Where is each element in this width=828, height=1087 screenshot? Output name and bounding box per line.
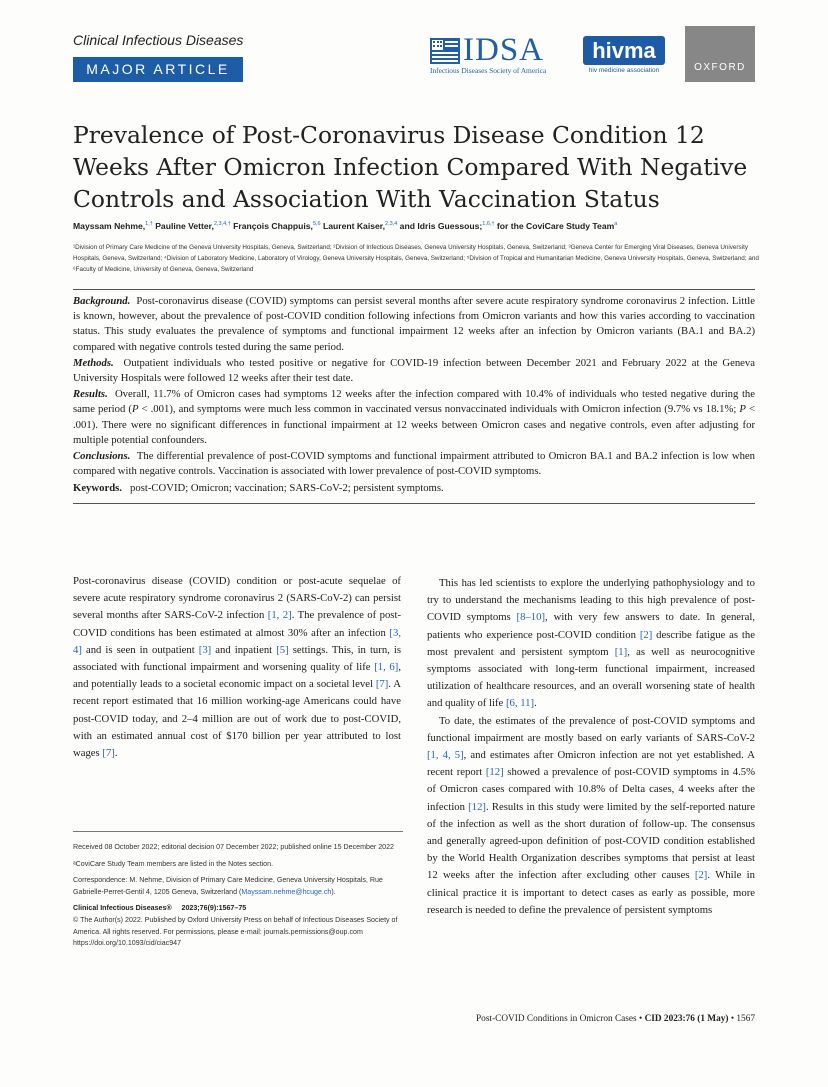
hivma-logo[interactable]: [583, 36, 665, 78]
citation-ref-link[interactable]: [12]: [485, 766, 504, 779]
correspondence: [73, 875, 403, 898]
body-text: showed a prevalence of post-COVID symptoms in 4.5% of Omicron cases compared with 10.8% of Delta cases, 4 weeks after the infection: [427, 766, 755, 813]
body-text: .: [534, 697, 537, 710]
body-text: and inpatient: [211, 643, 277, 656]
abstract-text: The differential prevalence of post-COVID symptoms and functional impairment attributed to Omicron BA.1 and BA.2 infection is low when compared with negative controls. Vaccination is associated with lower prevalence of post-COVID symptoms.: [73, 450, 755, 478]
body-text: . Results in this study were limited by the self-reported nature of the infection as well as the short duration of follow-up. The consensus and generally agreed-upon definition of post-COVID condition established by the World Health Organization describes symptoms that persist at least 12 weeks after the infection after excluding other causes: [427, 800, 755, 882]
body-text: .: [114, 747, 118, 760]
abstract-text: Outpatient individuals who tested positive or negative for COVID-19 infection between December 2021 and February 2022 at the Geneva University Hospitals were followed 12 weeks after their test date.: [73, 356, 755, 385]
p-symbol: P: [739, 403, 746, 416]
citation-ref-link[interactable]: [1, 2]: [267, 609, 292, 622]
citation-ref-link[interactable]: [8–10]: [516, 611, 546, 624]
abstract-conclusions: [73, 449, 755, 479]
body-text: To date, the estimates of the prevalence of post-COVID symptoms and functional impairment are mostly based on early variants of SARS-CoV-2: [427, 714, 755, 744]
citation-ref-link[interactable]: [1, 4, 5]: [427, 749, 464, 762]
citation-ref-link[interactable]: [5]: [276, 643, 289, 656]
abstract-results: [73, 387, 755, 448]
footer-separator: •: [638, 1014, 643, 1024]
body-text: and is seen in outpatient: [81, 643, 199, 656]
body-text: . The prevalence of post-COVID conditions has been estimated at almost 30% after an infection: [73, 609, 401, 639]
doi-link[interactable]: https://doi.org/10.1093/cid/ciac947: [73, 939, 182, 948]
body-text: . A recent report estimated that 16 million working-age Americans could have post-COVID today, and 2–4 million are out of work due to post-COVID, with an estimated annual cost of $170 billion per year attributed to lost wages: [73, 678, 401, 760]
journal-citation: CID 2023:76 (1 May): [644, 1014, 729, 1024]
journal-name: Clinical Infectious Diseases: [73, 32, 244, 48]
citation-ref-link[interactable]: [7]: [375, 678, 389, 691]
body-text: settings. This, in turn, is associated with functional impairment and worsening quality of life: [73, 643, 402, 674]
abstract-text: Post-coronavirus disease (COVID) symptoms can persist several months after severe acute respiratory syndrome coronavirus 2 infection. Little is known, however, about the prevalence of post-COVID condition following infections from Omicron variants and how this varies according to vaccination status. This study evaluates the prevalence of symptoms and functional impairment 12 weeks after an infection by Omicron variants (BA.1 and BA.2) compared with negative controls tested during the same period.: [73, 295, 755, 353]
abstract-label: Results.: [73, 388, 108, 401]
abstract-text: Overall, 11.7% of Omicron cases had symptoms 12 weeks after the infection compared with 10.4% of individuals who tested negative during the same period (: [73, 388, 756, 416]
abstract: [73, 289, 755, 504]
footer-separator: •: [730, 1014, 735, 1024]
copyright: © The Author(s) 2022. Published by Oxford University Press on behalf of Infectious Diseases Society of America. All rights reserved. For permissions, please e-mail: journals.permissions@oup.com: [73, 915, 398, 936]
citation-ref-link[interactable]: [2]: [694, 869, 708, 882]
citation-journal: Clinical Infectious Diseases®: [73, 904, 172, 913]
correspondence-text: Correspondence: M. Nehme, Division of Primary Care Medicine, Geneva University Hospitals, Rue Gabrielle-Perret-Gentil 4, 1205 Geneva, Switzerland (: [73, 876, 383, 896]
citation-ref-link[interactable]: [3, 4]: [73, 626, 401, 656]
keywords-label: Keywords.: [73, 482, 122, 495]
citation: [73, 903, 403, 915]
idsa-flag-icon: [430, 38, 460, 64]
citation-ref-link[interactable]: [1, 6]: [374, 661, 399, 674]
abstract-label: Conclusions.: [73, 450, 131, 463]
author-affil-marker: 1,†: [145, 221, 153, 228]
page-footer: [476, 1014, 755, 1024]
author-affil-marker: 5,6: [312, 221, 321, 228]
abstract-background: [73, 294, 755, 355]
citation-ref-link[interactable]: [3]: [198, 643, 212, 656]
study-team-note: ᵃCoviCare Study Team members are listed in the Notes section.: [73, 859, 274, 868]
oxford-logo[interactable]: OXFORD: [685, 26, 755, 82]
body-column-left: [73, 573, 401, 762]
body-text: . While in clinical practice it is important to detect cases as early as possible, more research is needed to define the prevalence of persistent symptoms: [427, 869, 755, 916]
citation-ref: 2023;76(9):1567–75: [181, 904, 247, 913]
correspondence-end: ).: [331, 887, 336, 896]
running-title: Post-COVID Conditions in Omicron Cases: [476, 1014, 637, 1024]
idsa-subtitle: Infectious Diseases Society of America: [430, 66, 547, 75]
author-name[interactable]: Pauline Vetter,: [155, 221, 214, 231]
author-affil-marker: 2,3,4,†: [213, 221, 231, 228]
body-paragraph: [427, 713, 755, 919]
abstract-label: Background.: [73, 295, 131, 307]
citation-ref-link[interactable]: [12]: [468, 800, 486, 813]
abstract-keywords: [73, 481, 755, 496]
article-notes: [73, 831, 403, 950]
author-list: [73, 221, 763, 231]
author-affil-marker: 1,6,†: [482, 221, 495, 228]
author-name[interactable]: and Idris Guessous;: [399, 221, 483, 231]
body-text: This has led scientists to explore the underlying pathophysiology and to try to understand the mechanisms leading to this high prevalence of post-COVID symptoms: [427, 577, 755, 624]
article-type-badge: MAJOR ARTICLE: [73, 57, 243, 82]
body-text: describe fatigue as the most prevalent and persistent symptom: [427, 628, 755, 658]
body-paragraph: [427, 575, 755, 713]
author-name[interactable]: François Chappuis,: [233, 221, 313, 231]
idsa-logo[interactable]: [430, 32, 575, 77]
body-text: , with very few answers to date. In general, patients who experience post-COVID condition: [427, 611, 755, 641]
citation-ref-link[interactable]: [2]: [639, 628, 653, 641]
received-dates: Received 08 October 2022; editorial decision 07 December 2022; published online 15 December 2022: [73, 843, 394, 851]
article-title: Prevalence of Post-Coronavirus Disease Condition 12 Weeks After Omicron Infection Compared With Negative Controls and Association With Vaccination Status: [73, 121, 748, 213]
body-text: , and potentially leads to a societal economic impact on a societal level: [73, 661, 401, 691]
author-group[interactable]: for the CoviCare Study Team: [496, 221, 615, 231]
author-name[interactable]: Laurent Kaiser,: [322, 221, 386, 231]
keywords-text: post-COVID; Omicron; vaccination; SARS-CoV-2; persistent symptoms.: [130, 482, 444, 495]
body-paragraph: [73, 573, 401, 762]
citation-ref-link[interactable]: [1]: [614, 645, 628, 658]
email-link[interactable]: Mayssam.nehme@hcuge.ch: [241, 887, 332, 896]
abstract-text: < .001), and symptoms were much less common in vaccinated versus nonvaccinated individuals with Omicron infection (9.7% vs 18.1%;: [138, 403, 740, 416]
hivma-wordmark: hivma: [583, 36, 665, 65]
idsa-wordmark: IDSA: [463, 32, 545, 68]
body-text: , as well as neurocognitive symptoms associated with long-term functional impairment, increased utilization of healthcare resources, and an overall worsening state of health and quality of life: [427, 645, 755, 710]
body-text: Post-coronavirus disease (COVID) condition or post-acute sequelae of severe acute respiratory syndrome coronavirus 2 (SARS-CoV-2) can persist several months after SARS-CoV-2 infection: [73, 575, 401, 622]
author-affil-marker: 2,3,4: [385, 221, 398, 228]
abstract-methods: [73, 356, 755, 386]
affiliations: ¹Division of Primary Care Medicine of the Geneva University Hospitals, Geneva, Switzerland; ²Division of Infectious Diseases, Geneva University Hospitals, Geneva, Switzerland; ³Geneva Center for Emerging Viral Diseases, Geneva University Hospitals, Geneva, Switzerland; ⁴Division of Laboratory Medicine, Laboratory of Virology, Geneva University Hospitals, Geneva, Switzerland; ⁵Division of Tropical and Humanitarian Medicine, Geneva University Hospitals, Geneva, Switzerland; and ⁶Faculty of Medicine, University of Geneva, Geneva, Switzerland: [73, 244, 759, 273]
page-number: 1567: [736, 1014, 755, 1024]
p-symbol: P: [131, 403, 139, 416]
body-column-right: [427, 575, 755, 919]
body-text: , and estimates after Omicron infection are not yet established. A recent report: [427, 749, 755, 779]
hivma-subtitle: hiv medicine association: [588, 67, 660, 74]
author-name[interactable]: Mayssam Nehme,: [73, 221, 146, 231]
abstract-text: < .001). There were no significant differences in functional impairment at 12 weeks between Omicron cases and negative controls, even after adjusting for multiple potential confounders.: [73, 403, 756, 446]
citation-ref-link[interactable]: [7]: [102, 747, 115, 760]
abstract-label: Methods.: [73, 356, 114, 369]
author-affil-marker: a: [614, 221, 618, 228]
citation-ref-link[interactable]: [6, 11]: [505, 697, 535, 710]
